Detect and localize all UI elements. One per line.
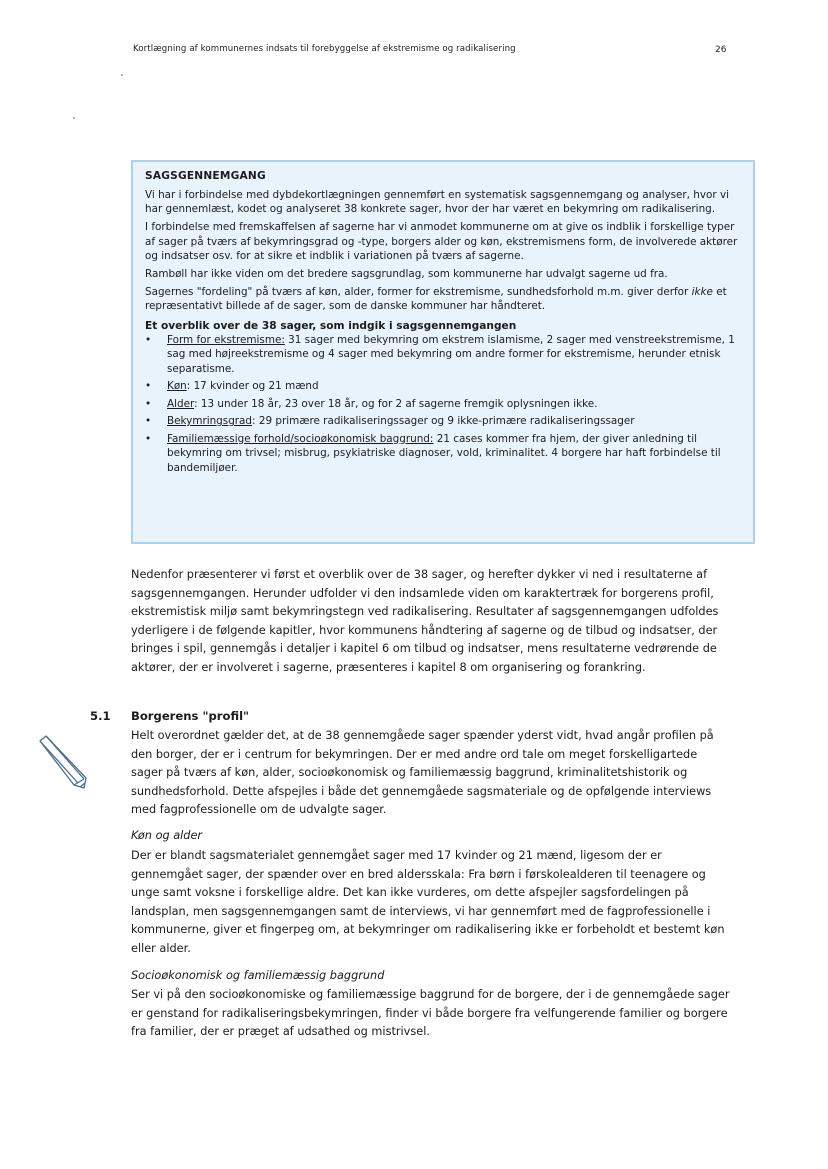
list-item: • Form for ekstremisme: 31 sager med bekymring om ekstrem islamisme, 2 sager med venstreekstremisme, 1 sag med højreekstremisme og 4 sager med bekymring om andre former for ekstremisme, herunder etnisk separatisme. [145,333,743,377]
scan-speck [121,74,123,76]
subsection-title: Socioøkonomisk og familiemæssig baggrund [131,969,385,982]
box-paragraph: I forbindelse med fremskaffelsen af sagerne har vi anmodet kommunerne om at give os indblik i forskellige typer af sager på tværs af bekymringsgrad og -type, borgers alder og køn, ekstremismens form, de involverede aktører og indsatser osv. for at sikre et indblik i variationen på tværs af sagerne. [145,221,738,262]
overview-list [145,333,743,476]
page-number: 26 [715,45,727,55]
subsection-title: Køn og alder [131,829,203,842]
box-paragraph: Vi har i forbindelse med dybdekortlægningen gennemført en systematisk sagsgennemgang og analyser, hvor vi har gennemlæst, kodet og analyseret 38 konkrete sager, hvor der har været en bekymring om radikalisering. [145,189,729,216]
list-item: • Familiemæssige forhold/socioøkonomisk baggrund: 21 cases kommer fra hjem, der giver anledning til bekymring om trivsel; misbrug, psykiatriske diagnoser, vold, kriminalitet. 4 borgere har haft forbindelse til bandemiljøer. [145,432,743,476]
subsection-paragraph: Der er blandt sagsmaterialet gennemgået sager med 17 kvinder og 21 mænd, ligesom der er gennemgået sager, der spænder over en bred aldersskala: Fra børn i førskolealderen til teenagere og unge samt voksne i forskellige aldre. Det kan ikke vurderes, om dette afspejler sagsfordelingen på landsplan, men sagsgennemgangen samt de interviews, vi har gennemført med de fagprofessionelle i kommunerne, giver et fingerpeg om, at bekymringer om radikalisering ikke er forbeholdt et bestemt køn eller alder. [131,849,725,955]
section-number: 5.1 [90,709,111,723]
scan-speck [73,117,75,119]
subsection-paragraph: Ser vi på den socioøkonomiske og familiemæssige baggrund for de borgere, der i de gennemgåede sager er genstand for radikaliseringsbekymringen, finder vi både borgere fra velfungerende familier og borgere fra familier, der er præget af udsathed og mistrivsel. [131,988,730,1039]
list-item: • Bekymringsgrad: 29 primære radikaliseringssager og 9 ikke-primære radikaliseringssager [145,414,743,429]
section-paragraph: Helt overordnet gælder det, at de 38 gennemgåede sager spænder yderst vidt, hvad angår profilen på den borger, der er i centrum for bekymringen. Der er med andre ord tale om meget forskelligartede sager på tværs af køn, alder, socioøkonomisk og familiemæssig baggrund, kriminalitetshistorik og sundhedsforhold. Dette afspejles i både det gennemgåede sagsmateriale og de opfølgende interviews med fagprofessionelle om de udvalgte sager. [131,729,714,817]
list-item: • Alder: 13 under 18 år, 23 over 18 år, og for 2 af sagerne fremgik oplysningen ikke. [145,397,743,412]
case-review-box [131,160,755,544]
running-header: Kortlægning af kommunernes indsats til forebyggelse af ekstremisme og radikalisering [133,44,516,54]
box-paragraph: Rambøll har ikke viden om det bredere sagsgrundlag, som kommunerne har udvalgt sagerne ud fra. [145,268,668,281]
box-title: SAGSGENNEMGANG [145,170,266,182]
section-title: Borgerens "profil" [131,709,250,723]
intro-paragraph: Nedenfor præsenterer vi først et overblik over de 38 sager, og herefter dykker vi ned i resultaterne af sagsgennemgangen. Herunder udfolder vi den indsamlede viden om karaktertræk for borgerens profil, ekstremistisk miljø samt bekymringstegn ved radikalisering. Resultater af sagsgennemgangen udfoldes yderligere i de følgende kapitler, hvor kommunens håndtering af sagerne og de tilbud og indsatser, der bringes i spil, gennemgås i detaljer i kapitel 6 om tilbud og indsatser, mens resultaterne vedrørende de aktører, der er involveret i sagerne, præsenteres i kapitel 8 om organisering og forankring. [131,568,719,674]
list-item: • Køn: 17 kvinder og 21 mænd [145,379,743,394]
box-paragraph: Sagernes "fordeling" på tværs af køn, alder, former for ekstremisme, sundhedsforhold m.m. giver derfor ikke et repræsentativt billede af de sager, som de danske kommuner har håndteret. [145,286,727,313]
pencil-icon [36,735,90,791]
overview-heading: Et overblik over de 38 sager, som indgik i sagsgennemgangen [145,319,517,332]
